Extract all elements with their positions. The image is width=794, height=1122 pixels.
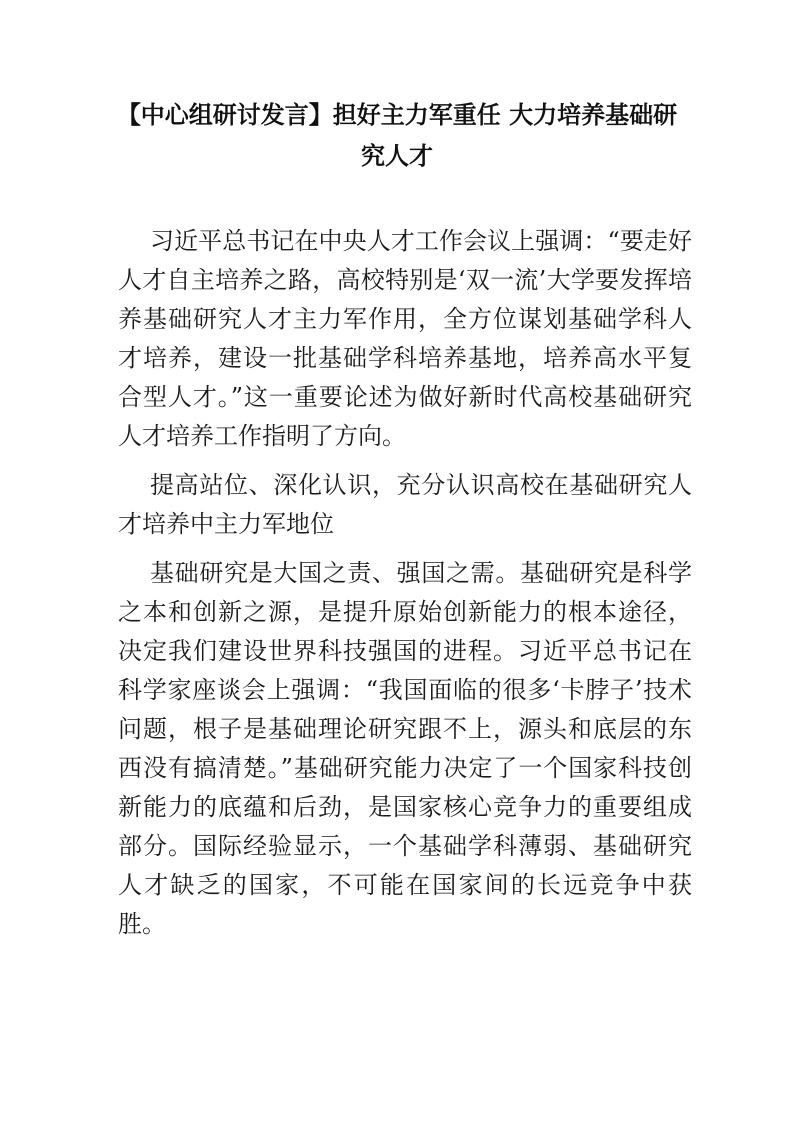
paragraph-basic-research: 基础研究是大国之责、强国之需。基础研究是科学之本和创新之源，是提升原始创新能力的根本途径，决定我们建设世界科技强国的进程。习近平总书记在科学家座谈会上强调：“我国面临的很多‘卡脖子’技术问题，根子是基础理论研究跟不上，源头和底层的东西没有搞清楚。”基础研究能力决定了一个国家科技创新能力的底蕴和后劲，是国家核心竞争力的重要组成部分。国际经验显示，一个基础学科薄弱、基础研究人才缺乏的国家，不可能在国家间的长远竞争中获胜。 bbox=[118, 559, 692, 938]
document-body bbox=[118, 222, 692, 944]
paragraph-intro: 习近平总书记在中央人才工作会议上强调：“要走好人才自主培养之路，高校特别是‘双一流’大学要发挥培养基础研究人才主力军作用，全方位谋划基础学科人才培养，建设一批基础学科培养基地，培养高水平复合型人才。”这一重要论述为做好新时代高校基础研究人才培养工作指明了方向。 bbox=[118, 227, 692, 450]
document-title: 【中心组研讨发言】担好主力军重任 大力培养基础研究人才 bbox=[116, 101, 678, 170]
section-heading-paragraph: 提高站位、深化认识，充分认识高校在基础研究人才培养中主力军地位 bbox=[118, 471, 692, 538]
